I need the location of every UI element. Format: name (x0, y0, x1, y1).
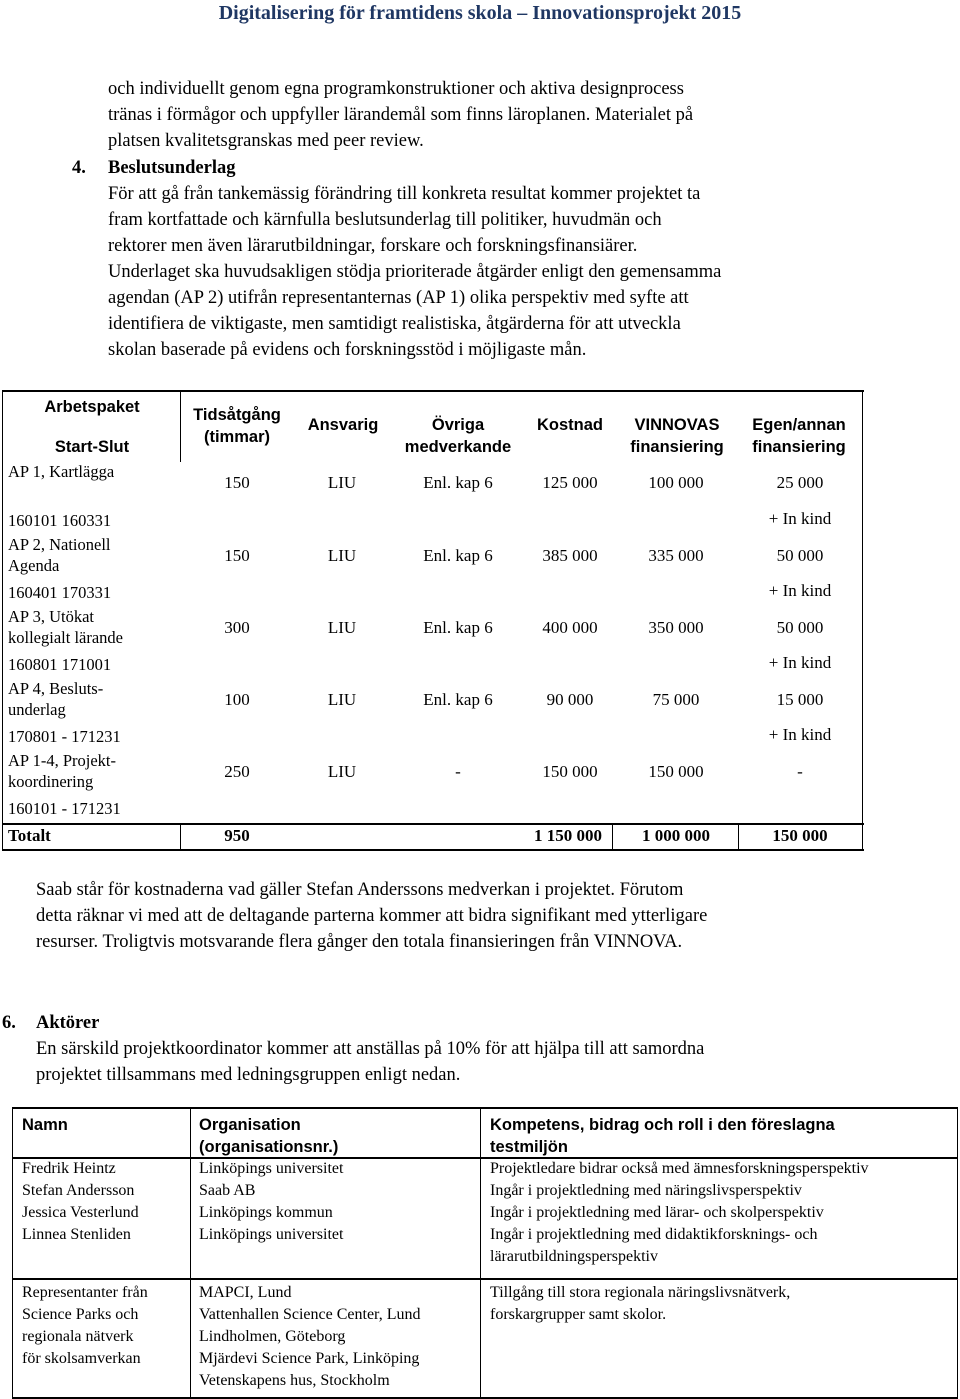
section6-body: En särskild projektkoordinator kommer att anställas på 10% för att hjälpa till att samordna projektet tillsammans med ledningsgruppen enligt nedan. (36, 1039, 705, 1085)
item4-line: identifiera de viktigaste, men samtidigt realistiska, åtgärderna för att utveckla (108, 314, 681, 334)
table-row-dates: 160801 171001 (8, 655, 112, 674)
table-row-ap: AP 4, Besluts- underlag (8, 679, 104, 719)
table-row-dates: 170801 - 171231 (8, 727, 121, 746)
table-row-ovriga: Enl. kap 6 (423, 690, 493, 709)
table-row-ansvarig: LIU (327, 762, 357, 781)
col-header-ansvarig: Ansvarig (307, 416, 379, 434)
table-row-vinnova: 75 000 (652, 690, 700, 709)
table-row-kostnad: 385 000 (542, 546, 598, 565)
col-header-organisation: Organisation (organisationsnr.) (199, 1116, 339, 1156)
item4-number: 4. (72, 158, 86, 178)
actors-row2-names: Representanter från Science Parks och regionala nätverk för skolsamverkan (22, 1284, 148, 1367)
table-row-ap: AP 2, Nationell Agenda (8, 535, 111, 575)
table-row-hours: 100 (224, 690, 250, 709)
table-row-vinnova: 335 000 (648, 546, 704, 565)
table-row-egen: - (797, 762, 803, 781)
table-row-ansvarig: LIU (327, 690, 357, 709)
col-header-kompetens: Kompetens, bidrag och roll i den föreslagna testmiljön (490, 1116, 835, 1156)
table-row-egen: 50 000 (776, 546, 824, 565)
total-label: Totalt (8, 826, 51, 845)
financing-note: Saab står för kostnaderna vad gäller Stefan Anderssons medverkan i projektet. Förutom detta räknar vi med att de deltagande parterna kommer att bidra signifikant med ytterligare resurser. Troligtvis motsvarande flera gånger den totala finansieringen från VINNOVA. (36, 880, 708, 952)
table-row-kostnad: 90 000 (546, 690, 594, 709)
table-row-ansvarig: LIU (327, 473, 357, 492)
table-row-egen: 15 000 (776, 690, 824, 709)
item4-line: fram kortfattade och kärnfulla beslutsunderlag till politiker, huvudmän och (108, 210, 662, 230)
table-row-ansvarig: LIU (327, 546, 357, 565)
col-header-namn: Namn (22, 1116, 68, 1134)
table-row-ovriga: Enl. kap 6 (423, 473, 493, 492)
total-vinnova: 1 000 000 (642, 826, 710, 845)
table-row-ap: AP 1, Kartlägga (8, 462, 115, 481)
table-row-hours: 150 (224, 546, 250, 565)
table-row-vinnova: 150 000 (648, 762, 704, 781)
col-header-kostnad: Kostnad (537, 416, 603, 434)
intro-line: och individuellt genom egna programkonstruktioner och aktiva designprocess (108, 79, 684, 99)
section6-title: Aktörer (36, 1013, 100, 1033)
table-row-inkind: + In kind (768, 581, 832, 600)
actors-row1-roles: Projektledare bidrar också med ämnesforskningsperspektiv Ingår i projektledning med näringslivsperspektiv Ingår i projektledning med lärar- och skolperspektiv Ingår i projektledning med didaktikforsknings- och lärarutbildningsperspektiv (490, 1160, 869, 1265)
table-row-inkind: + In kind (768, 725, 832, 744)
table-row-hours: 300 (224, 618, 250, 637)
total-kostnad: 1 150 000 (534, 826, 602, 845)
intro-line: platsen kvalitetsgranskas med peer review. (108, 131, 424, 151)
item4-line: Underlaget ska huvudsakligen stödja prioriterade åtgärder enligt den gemensamma (108, 262, 722, 282)
table-row-ovriga: - (455, 762, 461, 781)
table-row-kostnad: 150 000 (542, 762, 598, 781)
page-header-title: Digitalisering för framtidens skola – Innovationsprojekt 2015 (218, 2, 742, 24)
item4-line: skolan baserade på evidens och forskningsstöd i möjligaste mån. (108, 340, 587, 360)
item4-title: Beslutsunderlag (108, 158, 236, 178)
col-header-tidsatgang: Tidsåtgång (timmar) (193, 406, 281, 446)
table-row-dates: 160101 160331 (8, 511, 112, 530)
col-header-start-slut: Start-Slut (54, 438, 130, 456)
actors-row1-names: Fredrik Heintz Stefan Andersson Jessica Vesterlund Linnea Stenliden (22, 1160, 139, 1243)
actors-row1-orgs: Linköpings universitet Saab AB Linköpings kommun Linköpings universitet (199, 1160, 344, 1243)
intro-line: tränas i förmågor och uppfyller lärandemål som finns läroplanen. Materialet på (108, 105, 694, 125)
table-row-egen: 50 000 (776, 618, 824, 637)
table-row-kostnad: 400 000 (542, 618, 598, 637)
table-row-hours: 150 (224, 473, 250, 492)
col-header-egen: Egen/annan finansiering (752, 416, 846, 456)
col-header-ovriga: Övriga medverkande (404, 416, 512, 456)
actors-row2-orgs: MAPCI, Lund Vattenhallen Science Center, Lund Lindholmen, Göteborg Mjärdevi Science Park, Linköping Vetenskapens hus, Stockholm (199, 1284, 421, 1389)
table-row-dates: 160401 170331 (8, 583, 112, 602)
item4-line: rektorer men även lärarutbildningar, forskare och forskningsfinansiärer. (108, 236, 638, 256)
table-row-inkind: + In kind (768, 653, 832, 672)
table-row-ovriga: Enl. kap 6 (423, 546, 493, 565)
table-row-ovriga: Enl. kap 6 (423, 618, 493, 637)
table-row-kostnad: 125 000 (542, 473, 598, 492)
table-row-vinnova: 350 000 (648, 618, 704, 637)
actors-row2-roles: Tillgång till stora regionala näringslivsnätverk, forskargrupper samt skolor. (490, 1284, 791, 1323)
item4-line: För att gå från tankemässig förändring till konkreta resultat kommer projektet ta (108, 184, 701, 204)
table-row-inkind: + In kind (768, 509, 832, 528)
total-hours: 950 (224, 826, 250, 845)
table-row-hours: 250 (224, 762, 250, 781)
col-header-vinnovas: VINNOVAS finansiering (630, 416, 724, 456)
table-row-dates: 160101 - 171231 (8, 799, 121, 818)
section6-number: 6. (2, 1013, 16, 1033)
total-egen: 150 000 (772, 826, 828, 845)
table-row-ap: AP 1-4, Projekt- koordinering (8, 751, 117, 791)
table-row-vinnova: 100 000 (648, 473, 704, 492)
table-row-ap: AP 3, Utökat kollegialt lärande (8, 607, 123, 647)
col-header-arbetspaket: Arbetspaket (44, 398, 140, 416)
table-row-ansvarig: LIU (327, 618, 357, 637)
table-row-egen: 25 000 (776, 473, 824, 492)
item4-line: agendan (AP 2) utifrån representanternas (AP 1) olika perspektiv med syfte att (108, 288, 689, 308)
